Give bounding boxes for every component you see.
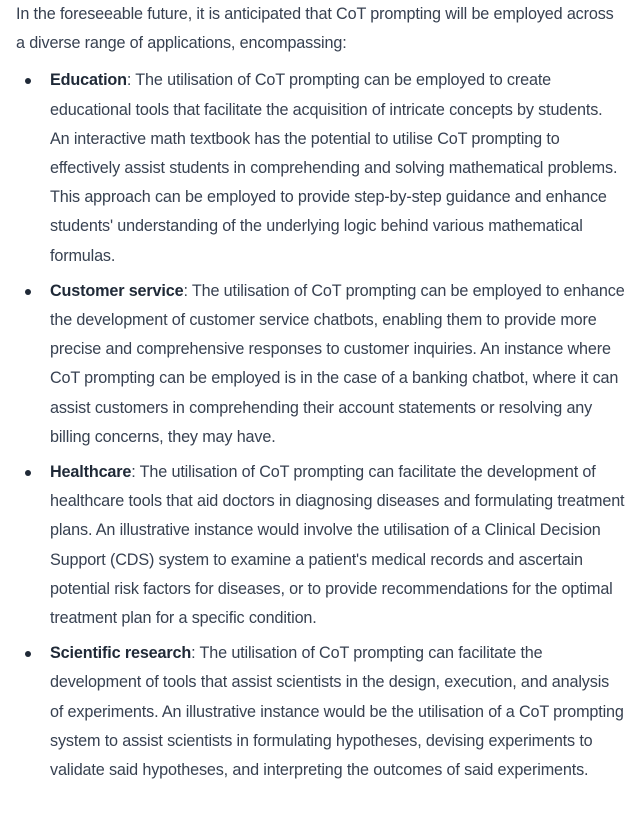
bullet-icon — [25, 651, 31, 657]
intro-paragraph: In the foreseeable future, it is anticipated that CoT prompting will be employed across a diverse range of applications, encompassing: — [16, 5, 614, 53]
item-text: : The utilisation of CoT prompting can be employed to create educational tools that facilitate the acquisition of intricate concepts by students. An interactive math textbook has the potential to utilise CoT prompting to effectively assist students in comprehending and solving mathematical problems. This approach can be employed to provide step-by-step guidance and enhance students' understanding of the underlying logic behind various mathematical formulas. — [50, 71, 618, 265]
list-item-scientific-research — [16, 639, 625, 785]
list-item-customer-service — [16, 277, 625, 452]
item-text: : The utilisation of CoT prompting can be employed to enhance the development of customer service chatbots, enabling them to provide more precise and comprehensive responses to customer inquiries. An instance where CoT prompting can be employed is in the case of a banking chatbot, where it can assist customers in comprehending their account statements or resolving any billing concerns, they may have. — [50, 281, 625, 446]
item-text: : The utilisation of CoT prompting can facilitate the development of healthcare tools that aid doctors in diagnosing diseases and formulating treatment plans. An illustrative instance would involve the utilisation of a Clinical Decision Support (CDS) system to examine a patient's medical records and ascertain potential risk factors for diseases, or to provide recommendations for the optimal treatment plan for a specific condition. — [50, 463, 625, 628]
item-term: Customer service — [50, 281, 184, 300]
bullet-icon — [25, 289, 31, 295]
list-item-healthcare — [16, 458, 625, 633]
list-item-education — [16, 66, 625, 270]
item-term: Education — [50, 71, 127, 90]
item-term: Healthcare — [50, 463, 132, 482]
item-text: : The utilisation of CoT prompting can facilitate the development of tools that assist scientists in the design, execution, and analysis of experiments. An illustrative instance would be the utilisation of a CoT prompting system to assist scientists in formulating hypotheses, devising experiments to validate said hypotheses, and interpreting the outcomes of said experiments. — [50, 644, 624, 780]
bullet-icon — [25, 470, 31, 476]
applications-list — [16, 66, 625, 785]
item-term: Scientific research — [50, 644, 192, 663]
bullet-icon — [25, 78, 31, 84]
